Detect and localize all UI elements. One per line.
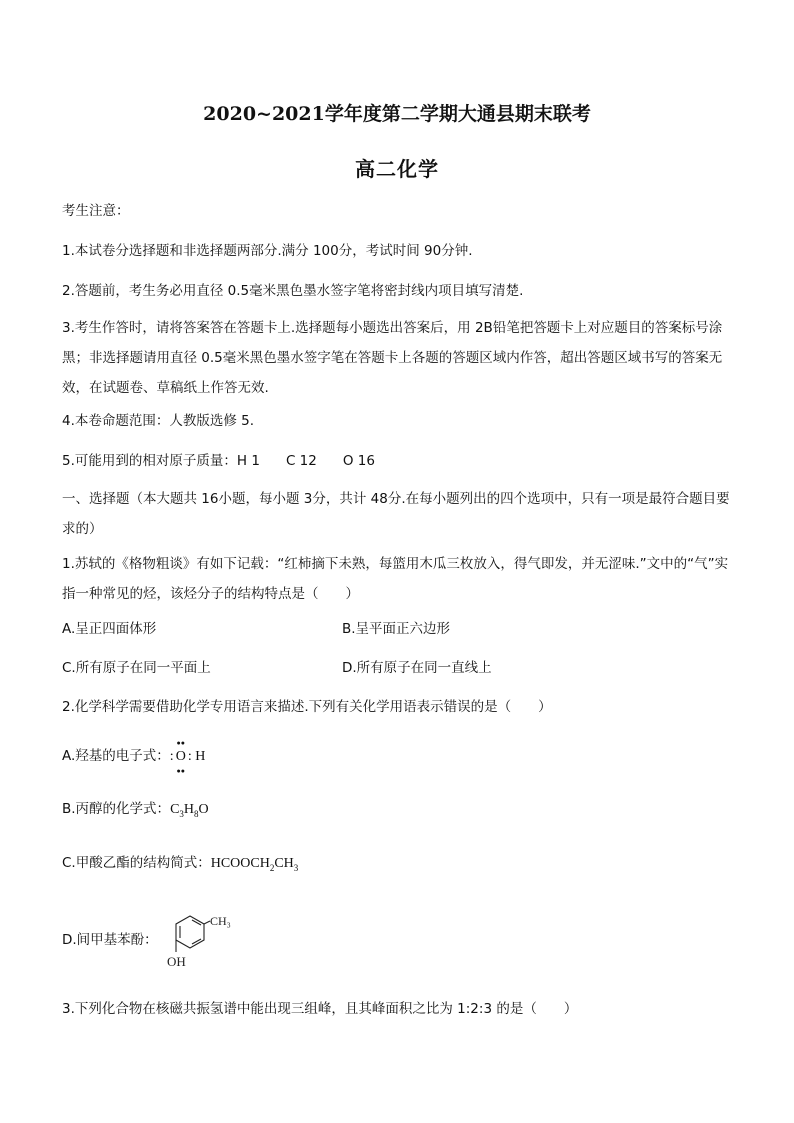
q2-option-b-label: B.丙醇的化学式： xyxy=(62,801,171,817)
exam-subject: 高二化学 xyxy=(355,157,439,181)
notice-item-3: 3.考生作答时，请将答案答在答题卡上.选择题每小题选出答案后，用 2B铅笔把答题卡上对应题目的答案标号涂黑；非选择题请用直径 0.5毫米黑色墨水签字笔在答题卡上各题的答题区域内作答，超出答题区域书写的答案无效，在试题卷、草稿纸上作答无效. xyxy=(62,320,723,396)
q2-stem: 2.化学科学需要借助化学专用语言来描述.下列有关化学用语表示错误的是（ ） xyxy=(62,699,552,715)
q1-option-a: A.呈正四面体形 xyxy=(62,621,157,637)
lone-pair-top: ●● xyxy=(176,739,185,747)
notice-heading: 考生注意： xyxy=(62,203,130,219)
propanol-formula: $C_3H_8O$ xyxy=(170,802,209,819)
hydroxyl-electron-formula: : ●● O ●● : H xyxy=(169,739,206,775)
ring-double-bond-3 xyxy=(192,939,201,944)
methyl-label: CH₃ xyxy=(210,914,231,928)
q2-option-c-label: C.甲酸乙酯的结构简式： xyxy=(62,855,211,871)
notice-item-1: 1.本试卷分选择题和非选择题两部分.满分 100分，考试时间 90分钟. xyxy=(62,243,473,259)
notice-item-2: 2.答题前，考生务必用直径 0.5毫米黑色墨水签字笔将密封线内项目填写清楚. xyxy=(62,283,524,299)
q2-option-a-label: A.羟基的电子式： xyxy=(62,748,170,764)
q3-stem: 3.下列化合物在核磁共振氢谱中能出现三组峰，且其峰面积之比为 1:2:3 的是（ ） xyxy=(62,1001,578,1017)
section-1-heading: 一、选择题（本大题共 16小题，每小题 3分，共计 48分.在每小题列出的四个选项中，只有一项是最符合题目要求的） xyxy=(62,491,730,537)
mass-c: C 12 xyxy=(285,453,317,469)
notice-item-5 xyxy=(62,446,734,476)
q1-option-d: D.所有原子在同一直线上 xyxy=(342,660,492,676)
notice-item-5-prefix: 5.可能用到的相对原子质量： xyxy=(62,453,237,469)
mass-o: O 16 xyxy=(342,453,375,469)
q2-option-a xyxy=(62,739,206,775)
m-cresol-structure xyxy=(160,908,240,972)
mass-h: H 1 xyxy=(236,453,260,469)
hydroxyl-label: OH xyxy=(167,954,186,969)
ring-double-bond-2 xyxy=(192,920,201,925)
q1-stem: 1.苏轼的《格物粗谈》有如下记载：“红柿摘下未熟，每篮用木瓜三枚放入，得气即发，并无涩味.”文中的“气”实指一种常见的烃，该烃分子的结构特点是（ ） xyxy=(62,556,729,602)
exam-title: 2020~2021学年度第二学期大通县期末联考 xyxy=(203,103,591,125)
q2-option-d-label: D.间甲基苯酚： xyxy=(62,932,158,948)
q1-option-c: C.所有原子在同一平面上 xyxy=(62,660,211,676)
lone-pair-bottom: ●● xyxy=(176,767,185,775)
notice-item-4: 4.本卷命题范围：人教版选修 5. xyxy=(62,413,255,429)
ethyl-formate-formula: $HCOOCH_2CH_3$ xyxy=(210,856,299,873)
q2-option-c xyxy=(62,853,298,874)
q1-option-b: B.呈平面正六边形 xyxy=(342,621,451,637)
oxygen-atom: ●● O ●● xyxy=(175,739,186,775)
q2-option-b xyxy=(62,799,209,820)
